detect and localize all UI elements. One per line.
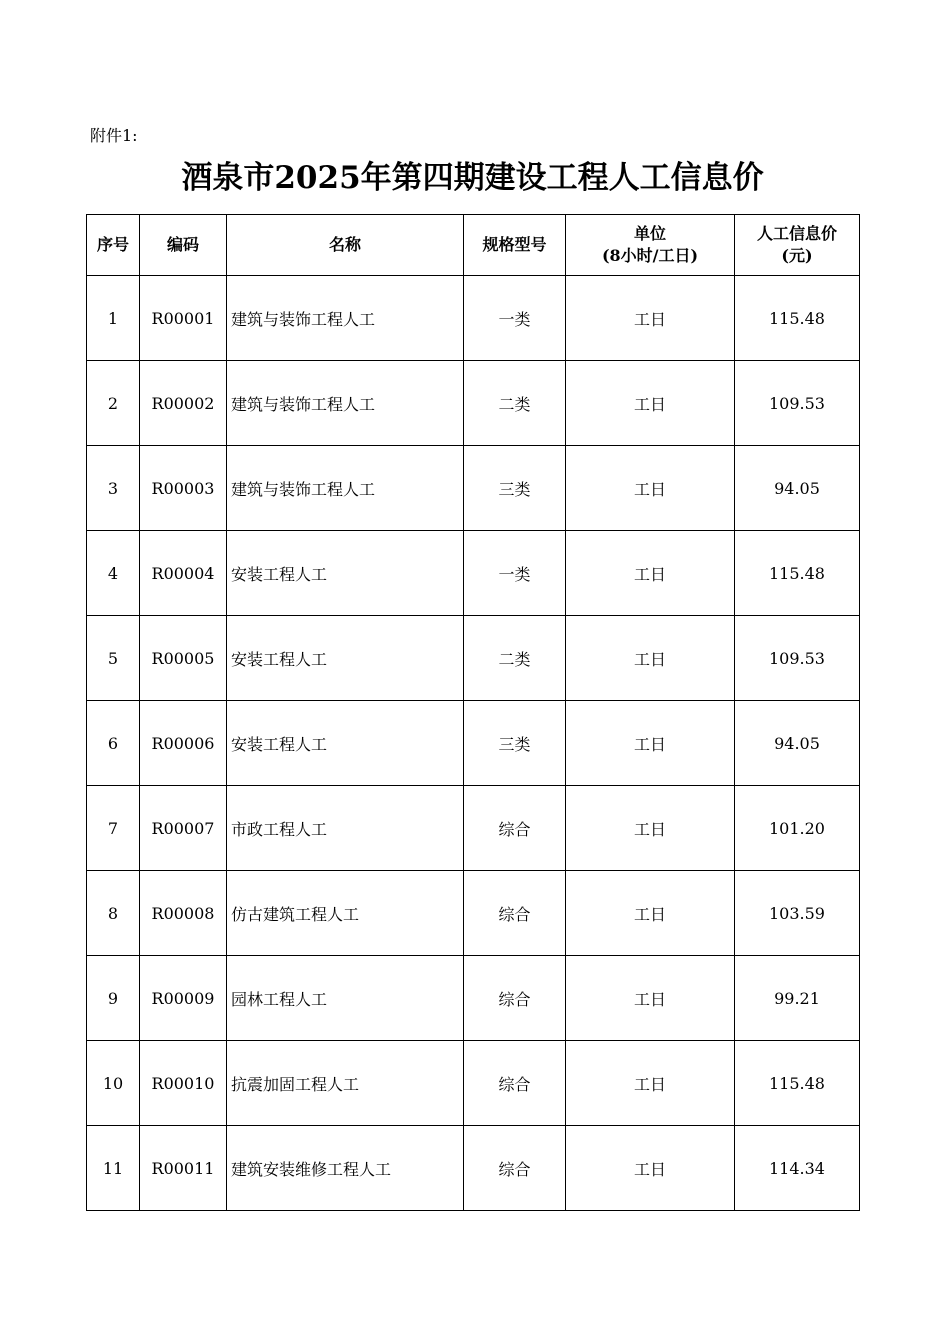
cell-code: R00008 xyxy=(140,871,227,956)
table-row xyxy=(87,956,860,1041)
cell-price: 103.59 xyxy=(735,871,860,956)
cell-price: 115.48 xyxy=(735,531,860,616)
cell-price: 115.48 xyxy=(735,276,860,361)
cell-index: 8 xyxy=(87,871,140,956)
table-row xyxy=(87,701,860,786)
cell-unit: 工日 xyxy=(566,1041,735,1126)
cell-index: 11 xyxy=(87,1126,140,1211)
cell-spec: 一类 xyxy=(464,531,566,616)
cell-price: 109.53 xyxy=(735,616,860,701)
cell-unit: 工日 xyxy=(566,616,735,701)
cell-code: R00003 xyxy=(140,446,227,531)
cell-code: R00007 xyxy=(140,786,227,871)
cell-code: R00011 xyxy=(140,1126,227,1211)
cell-price: 94.05 xyxy=(735,446,860,531)
table-header-row xyxy=(87,215,860,276)
cell-spec: 综合 xyxy=(464,786,566,871)
cell-index: 10 xyxy=(87,1041,140,1126)
header-index: 序号 xyxy=(87,215,140,276)
cell-index: 6 xyxy=(87,701,140,786)
cell-unit: 工日 xyxy=(566,446,735,531)
cell-spec: 综合 xyxy=(464,1126,566,1211)
cell-spec: 三类 xyxy=(464,701,566,786)
cell-spec: 三类 xyxy=(464,446,566,531)
cell-name: 建筑与装饰工程人工 xyxy=(227,446,464,531)
cell-code: R00002 xyxy=(140,361,227,446)
cell-code: R00004 xyxy=(140,531,227,616)
cell-index: 3 xyxy=(87,446,140,531)
cell-spec: 二类 xyxy=(464,361,566,446)
cell-index: 4 xyxy=(87,531,140,616)
header-price-line2: (元) xyxy=(781,246,813,265)
cell-name: 园林工程人工 xyxy=(227,956,464,1041)
cell-spec: 二类 xyxy=(464,616,566,701)
cell-name: 建筑与装饰工程人工 xyxy=(227,276,464,361)
cell-price: 94.05 xyxy=(735,701,860,786)
table-row xyxy=(87,531,860,616)
cell-name: 抗震加固工程人工 xyxy=(227,1041,464,1126)
header-unit-line2: (8小时/工日) xyxy=(601,246,699,265)
cell-name: 市政工程人工 xyxy=(227,786,464,871)
cell-name: 建筑与装饰工程人工 xyxy=(227,361,464,446)
cell-index: 1 xyxy=(87,276,140,361)
cell-unit: 工日 xyxy=(566,361,735,446)
cell-code: R00010 xyxy=(140,1041,227,1126)
table-row xyxy=(87,786,860,871)
cell-spec: 综合 xyxy=(464,1041,566,1126)
cell-code: R00005 xyxy=(140,616,227,701)
cell-spec: 综合 xyxy=(464,871,566,956)
attachment-label: 附件1: xyxy=(90,126,138,145)
cell-code: R00001 xyxy=(140,276,227,361)
table-row xyxy=(87,616,860,701)
cell-index: 7 xyxy=(87,786,140,871)
cell-price: 101.20 xyxy=(735,786,860,871)
cell-name: 建筑安装维修工程人工 xyxy=(227,1126,464,1211)
cell-name: 安装工程人工 xyxy=(227,701,464,786)
cell-index: 9 xyxy=(87,956,140,1041)
cell-unit: 工日 xyxy=(566,956,735,1041)
table-row xyxy=(87,361,860,446)
cell-name: 安装工程人工 xyxy=(227,616,464,701)
header-spec: 规格型号 xyxy=(464,215,566,276)
cell-unit: 工日 xyxy=(566,871,735,956)
table-row xyxy=(87,1041,860,1126)
cell-price: 109.53 xyxy=(735,361,860,446)
header-name: 名称 xyxy=(227,215,464,276)
header-price-line1: 人工信息价 xyxy=(756,224,837,243)
labor-price-table xyxy=(86,214,860,1211)
document-title: 酒泉市2025年第四期建设工程人工信息价 xyxy=(181,160,764,196)
table-row xyxy=(87,276,860,361)
cell-unit: 工日 xyxy=(566,531,735,616)
cell-spec: 综合 xyxy=(464,956,566,1041)
header-unit-line1: 单位 xyxy=(633,224,666,243)
header-price xyxy=(735,215,860,276)
cell-index: 5 xyxy=(87,616,140,701)
table-row xyxy=(87,446,860,531)
cell-spec: 一类 xyxy=(464,276,566,361)
table-row xyxy=(87,1126,860,1211)
cell-index: 2 xyxy=(87,361,140,446)
cell-code: R00009 xyxy=(140,956,227,1041)
header-unit xyxy=(566,215,735,276)
cell-unit: 工日 xyxy=(566,276,735,361)
cell-unit: 工日 xyxy=(566,1126,735,1211)
cell-price: 114.34 xyxy=(735,1126,860,1211)
cell-unit: 工日 xyxy=(566,701,735,786)
cell-price: 99.21 xyxy=(735,956,860,1041)
cell-price: 115.48 xyxy=(735,1041,860,1126)
table-row xyxy=(87,871,860,956)
cell-name: 安装工程人工 xyxy=(227,531,464,616)
cell-code: R00006 xyxy=(140,701,227,786)
cell-unit: 工日 xyxy=(566,786,735,871)
header-code: 编码 xyxy=(140,215,227,276)
cell-name: 仿古建筑工程人工 xyxy=(227,871,464,956)
